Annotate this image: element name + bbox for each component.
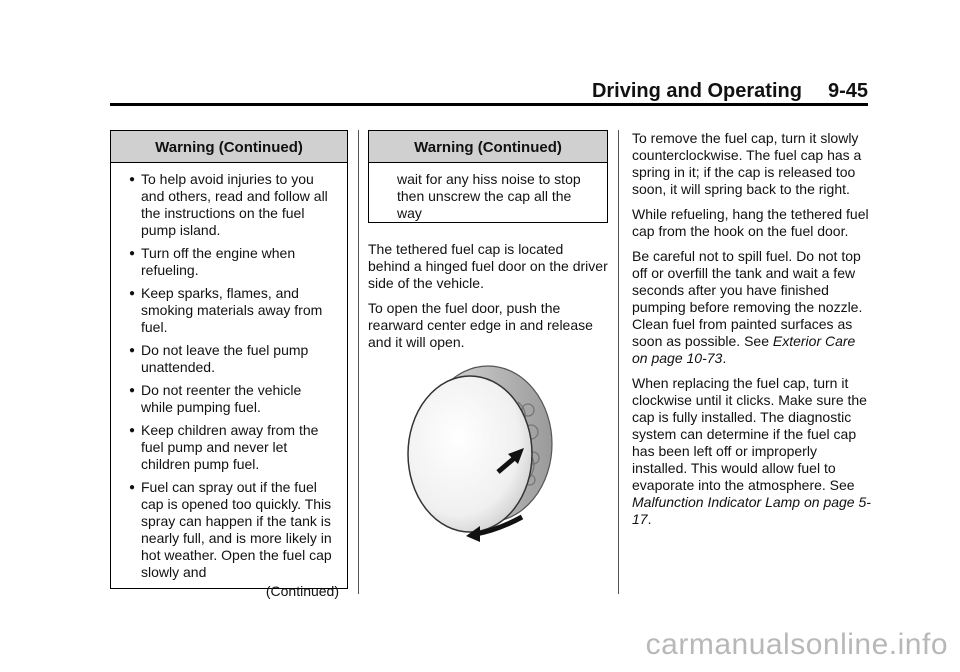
bullet-icon: ● <box>129 425 136 436</box>
left-column <box>110 130 348 599</box>
list-item: ● Turn off the engine when refueling. <box>129 245 296 278</box>
column-divider <box>358 130 359 594</box>
bullet-icon: ● <box>129 288 136 299</box>
page-number: 9-45 <box>827 80 868 102</box>
bullet-icon: ● <box>129 174 136 185</box>
left-warning-title: Warning (Continued) <box>111 131 347 163</box>
paragraph: When replacing the fuel cap, turn it clockwise until it clicks. Make sure the cap is fully installed. The diagnostic system can determine if the fuel cap has been left off or improperly installed. This would allow fuel to evaporate into the atmosphere. See Malfunction Indicator Lamp on page 5-17. <box>632 375 871 527</box>
column-divider <box>618 130 619 594</box>
list-item: ● Keep sparks, flames, and smoking materials away from fuel. <box>129 285 323 335</box>
continued-label: (Continued) <box>265 583 339 599</box>
list-item: ● Keep children away from the fuel pump and never let children pump fuel. <box>129 422 319 472</box>
middle-column <box>368 130 608 359</box>
middle-warning-text: wait for any hiss noise to stop then unscrew the cap all the way <box>397 171 581 221</box>
middle-warning-box <box>368 130 608 223</box>
page-title <box>592 80 868 103</box>
paragraph: Be careful not to spill fuel. Do not top off or overfill the tank and wait a few seconds after you have finished pumping before removing the nozzle. Clean fuel from painted surfaces as soon as possible. See Exterior Care on page 10-73. <box>632 248 863 366</box>
paragraph: To remove the fuel cap, turn it slowly counterclockwise. The fuel cap has a spring in it; if the cap is released too soon, it will spring back to the right. <box>632 130 862 197</box>
watermark: carmanualsonline.info <box>645 628 948 661</box>
left-warning-list <box>111 163 347 581</box>
bullet-icon: ● <box>129 482 136 493</box>
list-item: ● Do not reenter the vehicle while pumping fuel. <box>129 382 302 415</box>
cross-reference-link[interactable]: Exterior Care on page 10-73 <box>632 333 856 366</box>
bullet-icon: ● <box>129 385 136 396</box>
section-title: Driving and Operating <box>591 80 802 102</box>
fuel-cap-illustration <box>368 362 608 562</box>
list-item: ● To help avoid injuries to you and others, read and follow all the instructions on the fuel pump island. <box>129 171 328 238</box>
right-column <box>632 130 872 536</box>
paragraph: While refueling, hang the tethered fuel cap from the hook on the fuel door. <box>632 206 869 239</box>
bullet-icon: ● <box>129 248 136 259</box>
paragraph: To open the fuel door, push the rearward center edge in and release and it will open. <box>368 300 593 350</box>
middle-warning-title: Warning (Continued) <box>369 131 607 163</box>
list-item: ● Do not leave the fuel pump unattended. <box>129 342 309 375</box>
bullet-icon: ● <box>129 345 136 356</box>
page-header <box>110 80 868 104</box>
left-warning-box <box>110 130 348 599</box>
header-rule <box>110 103 868 106</box>
cross-reference-link[interactable]: Malfunction Indicator Lamp on page 5-17 <box>632 494 871 527</box>
paragraph: The tethered fuel cap is located behind a hinged fuel door on the driver side of the vehicle. <box>368 241 608 291</box>
list-item: ● Fuel can spray out if the fuel cap is opened too quickly. This spray can happen if the tank is nearly full, and is more likely in hot weather. Open the fuel cap slowly and <box>129 479 332 580</box>
